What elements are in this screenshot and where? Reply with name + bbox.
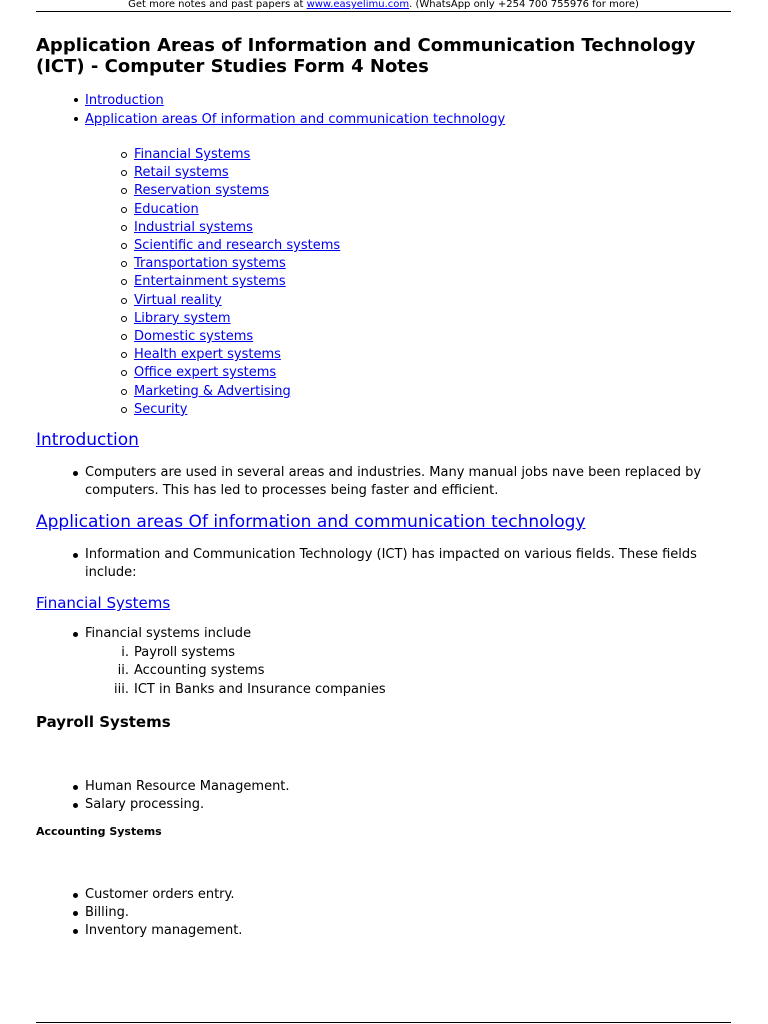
toc-subitem [36, 255, 726, 273]
introduction-heading-link[interactable]: Introduction [36, 430, 139, 451]
toc-subitem [36, 164, 726, 182]
toc-item-application-areas [36, 110, 726, 419]
toc-link-education[interactable]: Education [134, 201, 199, 217]
toc-sublist [36, 146, 726, 419]
financial-systems-roman-list [85, 644, 726, 700]
toc-subitem [36, 237, 726, 255]
toc-subitem [36, 383, 726, 401]
accounting-systems-heading: Accounting Systems [36, 824, 162, 838]
financial-systems-list [36, 625, 726, 699]
financial-systems-intro: Financial systems include [85, 626, 252, 642]
page-footer-rule [36, 1022, 731, 1023]
toc-subitem [36, 146, 726, 164]
header-prefix: Get more notes and past papers at [128, 0, 307, 10]
introduction-heading [36, 430, 726, 450]
page-header [36, 0, 731, 12]
financial-systems-heading-link[interactable]: Financial Systems [36, 594, 171, 613]
toc-item-introduction [36, 91, 726, 110]
article-content [36, 35, 726, 941]
toc-link-reservation-systems[interactable]: Reservation systems [134, 183, 270, 199]
roman-list-item [85, 681, 726, 700]
toc-link-marketing-advertising[interactable]: Marketing & Advertising [134, 383, 291, 399]
list-item [36, 625, 726, 699]
roman-item-text: ICT in Banks and Insurance companies [134, 681, 386, 697]
introduction-list [36, 464, 726, 501]
roman-item-text: Accounting systems [134, 663, 265, 679]
toc-subitem [36, 401, 726, 419]
toc-link-application-areas[interactable]: Application areas Of information and communication technology [85, 112, 506, 127]
list-item: Billing. [36, 904, 726, 922]
payroll-systems-list [36, 778, 726, 815]
header-website-link[interactable]: www.easyelimu.com [306, 0, 410, 10]
roman-numeral: ii. [117, 663, 129, 679]
toc-subitem [36, 292, 726, 310]
toc-link-domestic-systems[interactable]: Domestic systems [134, 329, 254, 345]
list-item: Salary processing. [36, 796, 726, 814]
toc-subitem [36, 182, 726, 200]
toc-link-library-system[interactable]: Library system [134, 310, 231, 326]
header-suffix: . (WhatsApp only +254 700 755976 for more) [409, 0, 639, 10]
toc-subitem [36, 219, 726, 237]
toc-link-security[interactable]: Security [134, 401, 188, 417]
toc-link-virtual-reality[interactable]: Virtual reality [134, 292, 222, 308]
table-of-contents [36, 91, 726, 419]
list-item: Human Resource Management. [36, 778, 726, 796]
application-areas-list [36, 546, 726, 583]
toc-link-scientific-research-systems[interactable]: Scientific and research systems [134, 238, 341, 254]
financial-systems-heading [36, 594, 726, 612]
toc-subitem [36, 310, 726, 328]
roman-item-text: Payroll systems [134, 644, 236, 660]
roman-list-item [85, 662, 726, 681]
list-item: Inventory management. [36, 922, 726, 940]
toc-link-entertainment-systems[interactable]: Entertainment systems [134, 274, 286, 290]
list-item: Computers are used in several areas and industries. Many manual jobs nave been replaced by computers. This has led to processes being faster and efficient. [36, 464, 726, 501]
roman-list-item [85, 644, 726, 663]
toc-subitem [36, 364, 726, 382]
page-title: Application Areas of Information and Communication Technology (ICT) - Computer Studies Form 4 Notes [36, 35, 696, 77]
application-areas-heading-link[interactable]: Application areas Of information and communication technology [36, 511, 586, 532]
application-areas-heading [36, 512, 726, 532]
toc-subitem [36, 328, 726, 346]
toc-link-office-expert-systems[interactable]: Office expert systems [134, 365, 277, 381]
toc-subitem [36, 201, 726, 219]
payroll-systems-heading: Payroll Systems [36, 713, 171, 732]
toc-link-health-expert-systems[interactable]: Health expert systems [134, 347, 281, 363]
roman-numeral: iii. [114, 681, 129, 697]
accounting-systems-list [36, 886, 726, 941]
toc-link-introduction[interactable]: Introduction [85, 93, 164, 108]
list-item: Information and Communication Technology (ICT) has impacted on various fields. These fields include: [36, 546, 726, 583]
toc-link-retail-systems[interactable]: Retail systems [134, 165, 229, 181]
toc-link-financial-systems[interactable]: Financial Systems [134, 147, 251, 162]
toc-link-industrial-systems[interactable]: Industrial systems [134, 219, 253, 235]
toc-subitem [36, 273, 726, 291]
roman-numeral: i. [121, 644, 129, 660]
toc-subitem [36, 346, 726, 364]
toc-link-transportation-systems[interactable]: Transportation systems [134, 256, 286, 272]
list-item: Customer orders entry. [36, 886, 726, 904]
